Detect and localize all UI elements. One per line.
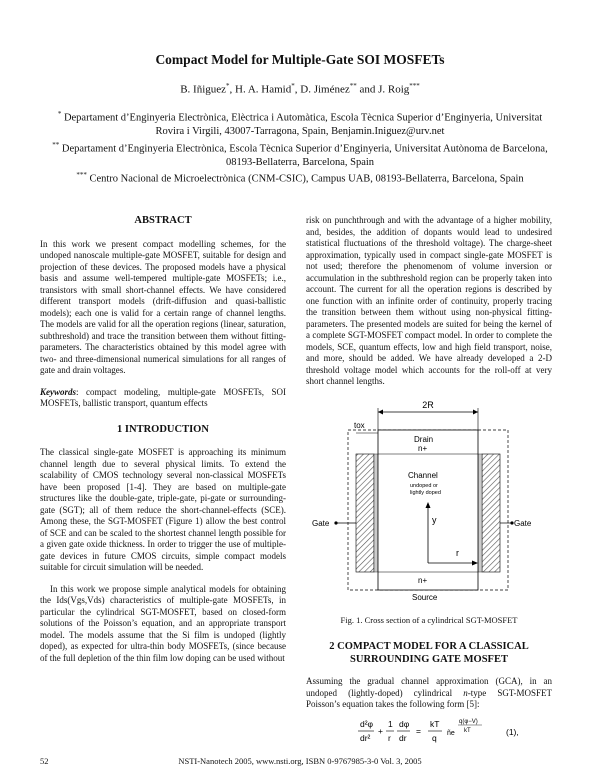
footer-text: NSTI-Nanotech 2005, www.nsti.org, ISBN 0-9767985-3-0 Vol. 3, 2005 — [178, 756, 422, 766]
intro-paragraph-1: The classical single-gate MOSFET is approaching its minimum channel length due to several physical limits. To extend the scalability of CMOS technology several non-classical MOSFETs have been proposed [1-4]. They are based on multiple-gate structures like the double-gate, triple-gate, pi-gate or surrounding-gate (SGT); all of them reduce the short-channel-effects (SCE). Among these, the SGT-MOSFET (Figure 1) allow the best control of SCE and can be scaled to the shortest channel length possible for a given gate oxide thickness. In order to trigger the use of multiple-gate devices in future CMOS circuits, simple compact models suitable for circuit simulation will be needed. — [40, 447, 286, 572]
eq-d2phi: d²φ — [360, 718, 374, 729]
author-name: B. Iñiguez — [180, 83, 227, 96]
equation-1 — [306, 715, 552, 747]
author-name: , D. Jiménez — [294, 83, 350, 96]
intro-paragraph-2: In this work we propose simple analytical models for obtaining the Ids(Vgs,Vds) characteristics of multiple-gate MOSFETs, in particular the cylindrical SGT-MOSFET, based on closed-form solutions of the Poisson’s equation, and an appropriate transport model. The models assume that the Si film is undoped (lightly doped), as expected for ultra-thin body MOSFETs, (since because of the full depletion of the thin film low doping can be used without — [40, 583, 286, 663]
label-drain: Drain — [414, 434, 434, 444]
section-2-text-cont: -type SGT-MOSFET Poisson’s equation takes the following form [5]: — [306, 687, 552, 709]
gate-left-region — [356, 454, 374, 572]
label-nplus-top: n+ — [418, 443, 428, 453]
eq-equals: = — [416, 725, 421, 736]
abstract-text: In this work we present compact modelling schemes, for the undoped nanoscale multiple-gate MOSFET, suitable for design and projection of these devices. The proposed models have a physical basis and assume well-tempered multiple-gate MOSFETs; i.e., transistors with small short-channel effects. We have considered different transport models (drift-diffusion and quasi-ballistic models); each one is valid for a certain range of channel lengths. The models are valid for all the operation regions (linear, saturation, subthreshold) and trace the transition between them without fitting-parameters. The characteristics obtained by this model agree with two- and three-dimensional numerical simulations for all ranges of gate and drain voltages. — [40, 238, 286, 375]
eq-plus: + — [378, 725, 383, 736]
arrow-left-icon — [378, 409, 383, 414]
author-name: , H. A. Hamid — [229, 83, 292, 96]
eq-dr2: dr² — [360, 732, 371, 743]
label-gate-left: Gate — [312, 518, 330, 528]
section-2-heading-line2: SURROUNDING GATE MOSFET — [350, 654, 508, 665]
affiliation-mark: ** — [52, 140, 60, 149]
section-2-paragraph — [306, 676, 552, 711]
eq-q: q — [432, 732, 437, 743]
affiliations — [50, 108, 550, 186]
author-list — [0, 82, 600, 96]
equation-1-svg — [306, 715, 552, 749]
right-column — [306, 215, 552, 747]
eq-one: 1 — [388, 718, 393, 729]
eq-dr: dr — [399, 732, 407, 743]
author-mark: * — [291, 82, 295, 90]
eq-label: (1), — [506, 726, 519, 737]
label-source: Source — [412, 592, 438, 602]
arrow-right-icon — [473, 409, 478, 414]
gate-right-terminal-icon — [510, 521, 513, 524]
oxide-left — [374, 454, 378, 572]
intro-heading: 1 INTRODUCTION — [117, 423, 209, 435]
eq-r: r — [388, 732, 391, 743]
author-mark: * — [226, 82, 230, 90]
section-2-text: Assuming the gradual channel approximation (GCA), in an undoped (lightly-doped) cylindrical — [306, 676, 552, 698]
author-mark: *** — [409, 82, 420, 90]
affiliation-text: Centro Nacional de Microelectrònica (CNM-CSIC), Campus UAB, 08193-Bellaterra, Barcelona, Spain — [86, 173, 524, 185]
label-r: r — [456, 547, 459, 558]
section-2-heading-line1: 2 COMPACT MODEL FOR A CLASSICAL — [329, 641, 529, 652]
label-tox: tox — [354, 420, 365, 430]
affiliation-text: Departament d’Enginyeria Electrònica, Escola Tècnica Superior d’Enginyeria, Universitat Autònoma de Barcelona, 08193-Bellaterra, Barcelona, Spain — [59, 143, 548, 168]
eq-exp-numerator: q(φ−V) — [459, 718, 478, 725]
author-mark: ** — [349, 82, 357, 90]
affiliation-mark: * — [57, 110, 62, 118]
label-gate-right: Gate — [514, 518, 532, 528]
eq-kt: kT — [430, 718, 440, 729]
label-y: y — [432, 514, 437, 525]
section-2-text-n: n — [463, 687, 468, 698]
label-channel: Channel — [408, 470, 438, 480]
eq-exp-denominator: kT — [464, 727, 471, 734]
label-2r: 2R — [422, 399, 434, 410]
label-channel-sub2: lightly doped — [410, 489, 441, 496]
label-nplus-bottom: n+ — [418, 575, 428, 585]
gate-left-terminal-icon — [334, 521, 337, 524]
affiliation-mark: *** — [76, 171, 87, 179]
affiliation-3 — [50, 169, 550, 186]
figure-1 — [306, 398, 552, 613]
left-column — [40, 215, 286, 674]
label-channel-sub1: undoped or — [410, 482, 438, 489]
paper-title: Compact Model for Multiple-Gate SOI MOSFETs — [155, 52, 445, 67]
author-name: and J. Roig — [356, 83, 410, 96]
eq-ni: ñe — [447, 729, 455, 737]
intro-paragraph-3: risk on punchthrough and with the advantage of a higher mobility, and, besides, the addition of dopants would lead to undesired statistical fluctuations of the threshold voltage). The charge-sheet approximation, typically used in compact single-gate MOSFET is not used; therefore the phenomenom of volume inversion or accumulation in the subthreshold region can be properly taken into account. The current for all the operation regions is described by one function with an infinite order of continuity, properly tracing the transition between them without using non-physical fitting-parameters. The presented models are suited for being the kernel of a complete SGT-MOSFET compact model. In order to complete the models, SCE, quantum effects, low and high field transport, noise, and more, should be added. We have already developed a 2-D threshold voltage model which accounts for the roll-off at very short channel lengths. — [306, 215, 552, 386]
page-number: 52 — [40, 756, 49, 766]
keywords — [40, 387, 286, 410]
gate-right-region — [482, 454, 500, 572]
eq-dphi: dφ — [399, 718, 410, 729]
keywords-label: Keywords — [40, 386, 76, 397]
affiliation-2 — [50, 139, 550, 170]
oxide-right — [478, 454, 482, 572]
section-2-heading — [306, 640, 552, 666]
sgt-mosfet-diagram — [306, 398, 552, 613]
figure-caption: Fig. 1. Cross section of a cylindrical SGT-MOSFET — [340, 614, 518, 625]
affiliation-text: Departament d’Enginyeria Electrònica, Elèctrica i Automàtica, Escola Tècnica Superior d’Enginyeria, Universitat Rovira i Virgili, 43007-Tarragona, Spain, Benjamin.Iniguez@urv.net — [61, 112, 543, 137]
abstract-heading: ABSTRACT — [134, 215, 192, 226]
keywords-text: : compact modeling, multiple-gate MOSFETs, SOI MOSFETs, ballistic transport, quantum effects — [40, 386, 286, 408]
affiliation-1 — [50, 108, 550, 139]
